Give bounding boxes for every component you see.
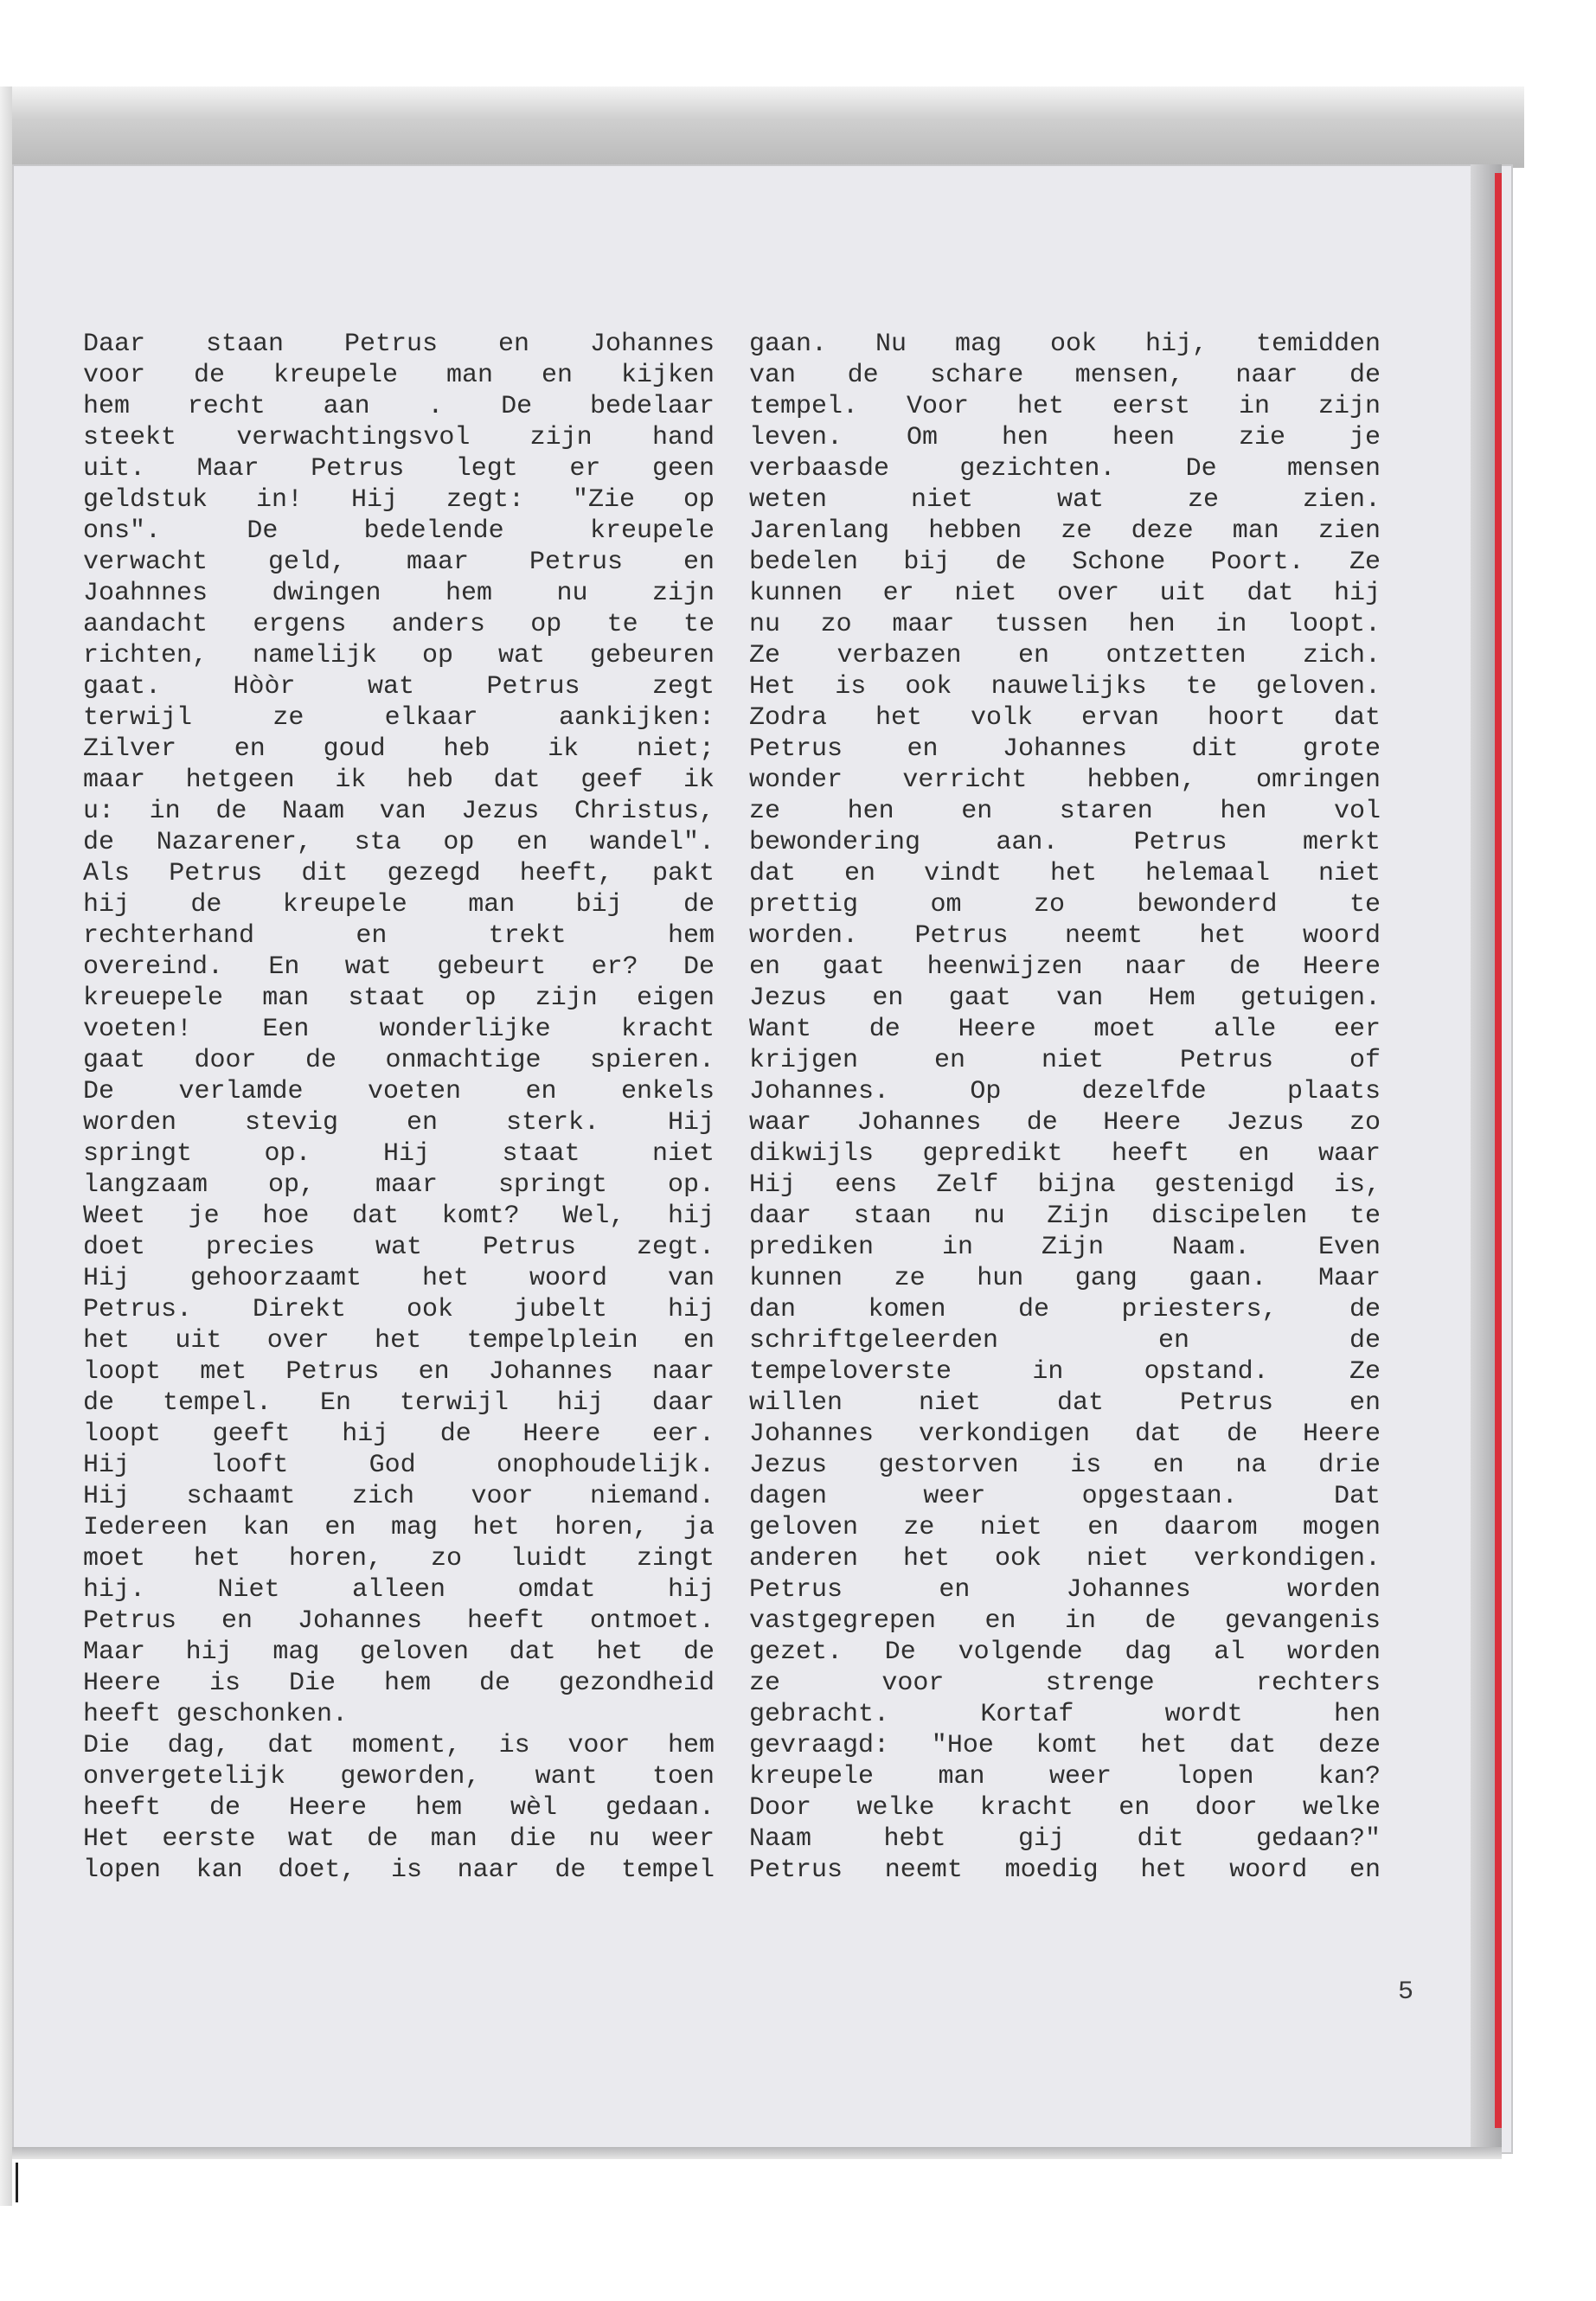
- text-line: Jezus gestorven is en na drie: [749, 1451, 1381, 1480]
- text-line: ons". De bedelende kreupele: [83, 516, 715, 546]
- text-line: gebracht. Kortaf wordt hen: [749, 1700, 1381, 1729]
- text-line: overeind. En wat gebeurt er? De: [83, 952, 715, 982]
- scan-shadow-top: [9, 87, 1524, 168]
- text-line: Het is ook nauwelijks te geloven.: [749, 672, 1381, 702]
- text-line: Hij looft God onophoudelijk.: [83, 1451, 715, 1480]
- text-line: bedelen bij de Schone Poort. Ze: [749, 548, 1381, 577]
- text-line: willen niet dat Petrus en: [749, 1388, 1381, 1418]
- text-line: worden. Petrus neemt het woord: [749, 921, 1381, 951]
- text-line: gezet. De volgende dag al worden: [749, 1638, 1381, 1667]
- text-line: gevraagd: "Hoe komt het dat deze: [749, 1731, 1381, 1760]
- text-line: verbaasde gezichten. De mensen: [749, 454, 1381, 484]
- text-line: kunnen er niet over uit dat hij: [749, 579, 1381, 608]
- text-line: langzaam op, maar springt op.: [83, 1170, 715, 1200]
- text-line: de Nazarener, sta op en wandel".: [83, 828, 715, 857]
- text-line: daar staan nu Zijn discipelen te: [749, 1202, 1381, 1231]
- text-line: prettig om zo bewonderd te: [749, 890, 1381, 920]
- text-line: Iedereen kan en mag het horen, ja: [83, 1513, 715, 1542]
- text-line: het uit over het tempelplein en: [83, 1326, 715, 1356]
- text-line: Het eerste wat de man die nu weer: [83, 1824, 715, 1854]
- scan-shadow-left: [0, 87, 12, 2206]
- text-line: Jezus en gaat van Hem getuigen.: [749, 984, 1381, 1013]
- text-line: voor de kreupele man en kijken: [83, 361, 715, 390]
- text-line: De verlamde voeten en enkels: [83, 1077, 715, 1106]
- page-edge-bottom: [12, 2147, 1502, 2159]
- right-text-column: [749, 329, 1381, 1886]
- text-line: dat en vindt het helemaal niet: [749, 859, 1381, 888]
- text-line: schriftgeleerden en de: [749, 1326, 1381, 1356]
- text-line: dikwijls gepredikt heeft en waar: [749, 1139, 1381, 1169]
- text-line: tempeloverste in opstand. Ze: [749, 1357, 1381, 1387]
- text-line: aandacht ergens anders op te te: [83, 610, 715, 639]
- text-line: tempel. Voor het eerst in zijn: [749, 392, 1381, 421]
- text-line: gaat. Hòòr wat Petrus zegt: [83, 672, 715, 702]
- text-line: Maar hij mag geloven dat het de: [83, 1638, 715, 1667]
- text-line: worden stevig en sterk. Hij: [83, 1108, 715, 1138]
- text-line: hem recht aan . De bedelaar: [83, 392, 715, 421]
- text-line: van de schare mensen, naar de: [749, 361, 1381, 390]
- text-line: doet precies wat Petrus zegt.: [83, 1233, 715, 1262]
- text-line: maar hetgeen ik heb dat geef ik: [83, 766, 715, 795]
- text-line: Die dag, dat moment, is voor hem: [83, 1731, 715, 1760]
- text-line: Hij gehoorzaamt het woord van: [83, 1264, 715, 1293]
- text-line: nu zo maar tussen hen in loopt.: [749, 610, 1381, 639]
- text-line: Petrus en Johannes worden: [749, 1575, 1381, 1605]
- text-line: voeten! Een wonderlijke kracht: [83, 1015, 715, 1044]
- text-line: bewondering aan. Petrus merkt: [749, 828, 1381, 857]
- text-line: de tempel. En terwijl hij daar: [83, 1388, 715, 1418]
- text-line: loopt geeft hij de Heere eer.: [83, 1420, 715, 1449]
- text-line: Ze verbazen en ontzetten zich.: [749, 641, 1381, 670]
- text-line: Zilver en goud heb ik niet;: [83, 734, 715, 764]
- text-line: dan komen de priesters, de: [749, 1295, 1381, 1324]
- text-line: Hij schaamt zich voor niemand.: [83, 1482, 715, 1511]
- text-line: weten niet wat ze zien.: [749, 485, 1381, 515]
- text-line: richten, namelijk op wat gebeuren: [83, 641, 715, 670]
- text-line: en gaat heenwijzen naar de Heere: [749, 952, 1381, 982]
- text-line: kunnen ze hun gang gaan. Maar: [749, 1264, 1381, 1293]
- text-line: heeft de Heere hem wèl gedaan.: [83, 1793, 715, 1823]
- text-line: ze hen en staren hen vol: [749, 797, 1381, 826]
- text-line: waar Johannes de Heere Jezus zo: [749, 1108, 1381, 1138]
- text-line: Zodra het volk ervan hoort dat: [749, 703, 1381, 733]
- text-line: Naam hebt gij dit gedaan?": [749, 1824, 1381, 1854]
- text-line: terwijl ze elkaar aankijken:: [83, 703, 715, 733]
- text-line: geloven ze niet en daarom mogen: [749, 1513, 1381, 1542]
- text-line: prediken in Zijn Naam. Even: [749, 1233, 1381, 1262]
- text-line: vastgegrepen en in de gevangenis: [749, 1606, 1381, 1636]
- text-line: steekt verwachtingsvol zijn hand: [83, 423, 715, 452]
- text-line: gaat door de onmachtige spieren.: [83, 1046, 715, 1075]
- text-line: ze voor strenge rechters: [749, 1669, 1381, 1698]
- text-line: Daar staan Petrus en Johannes: [83, 330, 715, 359]
- text-line: Joahnnes dwingen hem nu zijn: [83, 579, 715, 608]
- text-line: leven. Om hen heen zie je: [749, 423, 1381, 452]
- text-line: geldstuk in! Hij zegt: "Zie op: [83, 485, 715, 515]
- text-line: kreupele man weer lopen kan?: [749, 1762, 1381, 1791]
- text-line: gaan. Nu mag ook hij, temidden: [749, 330, 1381, 359]
- text-line: uit. Maar Petrus legt er geen: [83, 454, 715, 484]
- text-line: moet het horen, zo luidt zingt: [83, 1544, 715, 1574]
- text-line: Door welke kracht en door welke: [749, 1793, 1381, 1823]
- page-number: 5: [1398, 1977, 1414, 2007]
- text-line: heeft geschonken.: [83, 1700, 349, 1729]
- text-line: Johannes. Op dezelfde plaats: [749, 1077, 1381, 1106]
- left-text-column: [83, 329, 715, 1886]
- text-line: dagen weer opgestaan. Dat: [749, 1482, 1381, 1511]
- text-line: u: in de Naam van Jezus Christus,: [83, 797, 715, 826]
- text-line: Weet je hoe dat komt? Wel, hij: [83, 1202, 715, 1231]
- text-line: onvergetelijk geworden, want toen: [83, 1762, 715, 1791]
- text-line: Johannes verkondigen dat de Heere: [749, 1420, 1381, 1449]
- text-line: krijgen en niet Petrus of: [749, 1046, 1381, 1075]
- text-line: anderen het ook niet verkondigen.: [749, 1544, 1381, 1574]
- scan-mark: [16, 2163, 18, 2202]
- text-line: Petrus neemt moedig het woord en: [749, 1856, 1381, 1885]
- text-line: Hij eens Zelf bijna gestenigd is,: [749, 1170, 1381, 1200]
- text-line: wonder verricht hebben, omringen: [749, 766, 1381, 795]
- text-line: Want de Heere moet alle eer: [749, 1015, 1381, 1044]
- text-line: Petrus. Direkt ook jubelt hij: [83, 1295, 715, 1324]
- text-line: rechterhand en trekt hem: [83, 921, 715, 951]
- text-line: hij. Niet alleen omdat hij: [83, 1575, 715, 1605]
- text-line: Petrus en Johannes dit grote: [749, 734, 1381, 764]
- text-line: hij de kreupele man bij de: [83, 890, 715, 920]
- text-line: lopen kan doet, is naar de tempel: [83, 1856, 715, 1885]
- text-line: Jarenlang hebben ze deze man zien: [749, 516, 1381, 546]
- text-line: kreuepele man staat op zijn eigen: [83, 984, 715, 1013]
- text-line: Als Petrus dit gezegd heeft, pakt: [83, 859, 715, 888]
- text-line: Petrus en Johannes heeft ontmoet.: [83, 1606, 715, 1636]
- text-line: Heere is Die hem de gezondheid: [83, 1669, 715, 1698]
- text-line: verwacht geld, maar Petrus en: [83, 548, 715, 577]
- text-line: springt op. Hij staat niet: [83, 1139, 715, 1169]
- text-line: loopt met Petrus en Johannes naar: [83, 1357, 715, 1387]
- binding-edge-red: [1495, 173, 1502, 2128]
